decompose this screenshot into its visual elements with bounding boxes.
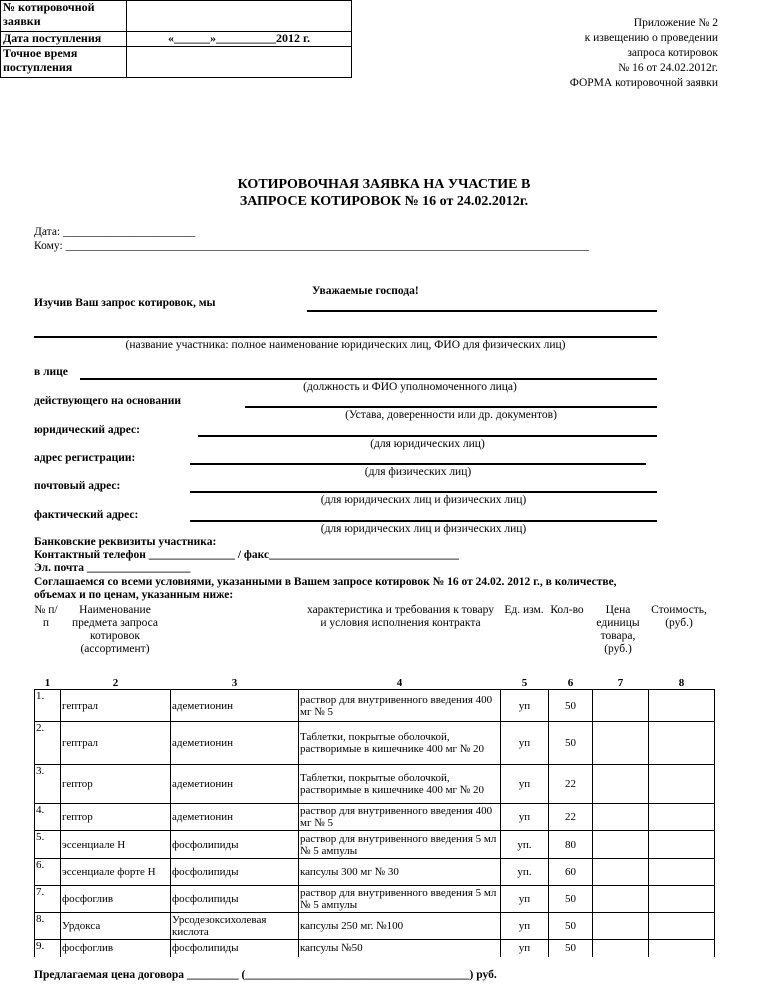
agree-line-2: объемах и по ценам, указанным ниже: bbox=[34, 589, 234, 601]
receipt-date-label: Дата поступления bbox=[1, 32, 127, 47]
postal-hint: (для юридических лиц и физических лиц) bbox=[320, 494, 527, 506]
item-qty: 50 bbox=[549, 690, 593, 722]
proposed-price-line[interactable]: Предлагаемая цена договора _________ (_______________________________________) руб. bbox=[34, 969, 497, 981]
table-row bbox=[35, 722, 715, 765]
participant-line-2[interactable] bbox=[34, 336, 657, 338]
item-name: Урдокса bbox=[61, 913, 171, 940]
item-name: гептор bbox=[61, 804, 171, 831]
row-number: 7. bbox=[35, 886, 61, 913]
date-line[interactable]: Дата: _______________________ bbox=[34, 226, 196, 238]
item-description: раствор для внутривенного введения 5 мл № 5 ампулы bbox=[299, 886, 501, 913]
item-substance: Урсодезоксихолевая кислота bbox=[171, 913, 299, 940]
agree-line-1: Соглашаемся со всеми условиями, указанными в Вашем запросе котировок № 16 от 24.02. 2012 г., в количестве, bbox=[34, 576, 617, 588]
postal-address-label: почтовый адрес: bbox=[34, 480, 121, 492]
item-name: фосфоглив bbox=[61, 886, 171, 913]
row-number: 3. bbox=[35, 765, 61, 804]
item-description: капсулы №50 bbox=[299, 940, 501, 957]
item-qty: 50 bbox=[549, 913, 593, 940]
item-description: раствор для внутривенного введения 5 мл № 5 ампулы bbox=[299, 831, 501, 859]
greeting: Уважаемые господа! bbox=[312, 285, 419, 297]
item-substance: фосфолипиды bbox=[171, 831, 299, 859]
actual-hint: (для юридических лиц и физических лиц) bbox=[320, 523, 527, 535]
legal-address-line[interactable] bbox=[198, 435, 657, 437]
item-unit: уп bbox=[501, 804, 549, 831]
table-row bbox=[35, 804, 715, 831]
col-number: 4 bbox=[396, 677, 403, 689]
item-name: гептор bbox=[61, 765, 171, 804]
item-name: эссенциале Н bbox=[61, 831, 171, 859]
item-unit: уп. bbox=[501, 859, 549, 886]
item-qty: 22 bbox=[549, 765, 593, 804]
item-name: эссенциале форте Н bbox=[61, 859, 171, 886]
title-line: ЗАПРОСЕ КОТИРОВОК № 16 от 24.02.2012г. bbox=[239, 194, 529, 209]
appendix-line: к извещению о проведении bbox=[584, 32, 718, 44]
table-row bbox=[35, 913, 715, 940]
item-cost-cell[interactable] bbox=[649, 690, 715, 722]
col-header-cost: Стоимость, (руб.) bbox=[651, 604, 707, 629]
physical-hint: (для физических лиц) bbox=[364, 466, 472, 478]
receipt-time-label: Точное время поступления bbox=[1, 47, 127, 78]
row-number: 2. bbox=[35, 722, 61, 765]
table-row bbox=[35, 886, 715, 913]
item-substance: адеметионин bbox=[171, 804, 299, 831]
col-header-price: Цена единицы товара, (руб.) bbox=[596, 604, 640, 655]
receipt-date-field[interactable]: «______»__________2012 г. bbox=[127, 32, 352, 47]
row-number: 5. bbox=[35, 831, 61, 859]
item-price-cell[interactable] bbox=[593, 804, 649, 831]
row-number: 8. bbox=[35, 913, 61, 940]
item-price-cell[interactable] bbox=[593, 831, 649, 859]
item-cost-cell[interactable] bbox=[649, 765, 715, 804]
item-unit: уп bbox=[501, 913, 549, 940]
item-unit: уп bbox=[501, 765, 549, 804]
table-row bbox=[35, 859, 715, 886]
col-header-unit: Ед. изм. bbox=[504, 604, 544, 616]
item-cost-cell[interactable] bbox=[649, 886, 715, 913]
item-description: Таблетки, покрытые оболочкой, растворимые в кишечнике 400 мг № 20 bbox=[299, 765, 501, 804]
table-row bbox=[35, 831, 715, 859]
item-cost-cell[interactable] bbox=[649, 859, 715, 886]
item-qty: 60 bbox=[549, 859, 593, 886]
in-person-line[interactable] bbox=[80, 378, 657, 380]
table-row bbox=[35, 940, 715, 957]
registration-address-label: адрес регистрации: bbox=[34, 452, 136, 464]
appendix-line: № 16 от 24.02.2012г. bbox=[618, 62, 718, 74]
email-line[interactable]: Эл. почта __________________ bbox=[34, 562, 191, 574]
item-price-cell[interactable] bbox=[593, 765, 649, 804]
acting-basis-line[interactable] bbox=[245, 406, 657, 408]
item-cost-cell[interactable] bbox=[649, 804, 715, 831]
col-header-name: Наименование предмета запроса котировок (ассортимент) bbox=[71, 604, 159, 655]
item-name: гептрал bbox=[61, 722, 171, 765]
to-line[interactable]: Кому: ___________________________________________________________________________________________ bbox=[34, 240, 589, 252]
item-substance: адеметионин bbox=[171, 722, 299, 765]
postal-address-line[interactable] bbox=[190, 491, 657, 493]
legal-address-label: юридический адрес: bbox=[34, 424, 140, 436]
participant-hint: (название участника: полное наименование юридических лиц, ФИО для физических лиц) bbox=[125, 339, 566, 351]
item-qty: 50 bbox=[549, 940, 593, 957]
item-qty: 22 bbox=[549, 804, 593, 831]
item-substance: адеметионин bbox=[171, 765, 299, 804]
item-cost-cell[interactable] bbox=[649, 722, 715, 765]
items-table bbox=[34, 677, 715, 957]
col-header-desc: характеристика и требования к товару и условия исполнения контракта bbox=[306, 604, 495, 629]
appendix-block bbox=[418, 16, 718, 91]
item-cost-cell[interactable] bbox=[649, 913, 715, 940]
col-number: 3 bbox=[231, 677, 238, 689]
appendix-line: ФОРМА котировочной заявки bbox=[569, 77, 718, 89]
in-person-label: в лице bbox=[34, 366, 68, 378]
item-substance: фосфолипиды bbox=[171, 886, 299, 913]
item-unit: уп. bbox=[501, 831, 549, 859]
column-number-row bbox=[35, 677, 715, 690]
table-row bbox=[35, 690, 715, 722]
appendix-line: Приложение № 2 bbox=[633, 17, 718, 29]
quote-number-label: № котировочной заявки bbox=[1, 1, 127, 32]
studied-label: Изучив Ваш запрос котировок, мы bbox=[34, 297, 216, 309]
row-number: 4. bbox=[35, 804, 61, 831]
item-price-cell[interactable] bbox=[593, 940, 649, 957]
participant-line-1[interactable] bbox=[307, 310, 657, 312]
item-qty: 50 bbox=[549, 722, 593, 765]
item-price-cell[interactable] bbox=[593, 886, 649, 913]
quote-number-field[interactable] bbox=[127, 1, 352, 32]
item-description: раствор для внутривенного введения 400 мг № 5 bbox=[299, 690, 501, 722]
col-number: 1 bbox=[44, 677, 51, 689]
item-unit: уп bbox=[501, 940, 549, 957]
col-header-qty: Кол-во bbox=[550, 604, 584, 616]
appendix-line: запроса котировок bbox=[627, 47, 718, 59]
item-name: гептрал bbox=[61, 690, 171, 722]
basis-hint: (Устава, доверенности или др. документов) bbox=[345, 409, 557, 421]
item-description: Таблетки, покрытые оболочкой, растворимые в кишечнике 400 мг № 20 bbox=[299, 722, 501, 765]
item-qty: 50 bbox=[549, 886, 593, 913]
table-row bbox=[35, 765, 715, 804]
item-substance: адеметионин bbox=[171, 690, 299, 722]
col-header-num: № п/п bbox=[34, 604, 58, 629]
item-cost-cell[interactable] bbox=[649, 940, 715, 957]
receipt-table bbox=[0, 0, 352, 78]
legal-hint: (для юридических лиц) bbox=[370, 438, 485, 450]
item-unit: уп bbox=[501, 722, 549, 765]
col-number: 8 bbox=[678, 677, 685, 689]
item-unit: уп bbox=[501, 886, 549, 913]
item-substance: фосфолипиды bbox=[171, 940, 299, 957]
item-description: раствор для внутривенного введения 400 мг № 5 bbox=[299, 804, 501, 831]
item-description: капсулы 300 мг № 30 bbox=[299, 859, 501, 886]
item-cost-cell[interactable] bbox=[649, 831, 715, 859]
item-substance: фосфолипиды bbox=[171, 859, 299, 886]
col-number: 5 bbox=[521, 677, 528, 689]
item-price-cell[interactable] bbox=[593, 690, 649, 722]
row-number: 9. bbox=[35, 940, 61, 957]
col-number: 2 bbox=[112, 677, 119, 689]
col-number: 7 bbox=[617, 677, 624, 689]
row-number: 1. bbox=[35, 690, 61, 722]
receipt-time-field[interactable] bbox=[127, 47, 352, 78]
acting-basis-label: действующего на основании bbox=[34, 395, 182, 407]
bank-label: Банковские реквизиты участника: bbox=[34, 536, 217, 548]
registration-address-line[interactable] bbox=[190, 463, 646, 465]
item-price-cell[interactable] bbox=[593, 859, 649, 886]
item-price-cell[interactable] bbox=[593, 722, 649, 765]
item-description: капсулы 250 мг. №100 bbox=[299, 913, 501, 940]
title-line: КОТИРОВОЧНАЯ ЗАЯВКА НА УЧАСТИЕ В bbox=[237, 177, 531, 192]
item-qty: 80 bbox=[549, 831, 593, 859]
item-price-cell[interactable] bbox=[593, 913, 649, 940]
col-number: 6 bbox=[567, 677, 574, 689]
item-name: фосфоглив bbox=[61, 940, 171, 957]
phone-fax-line[interactable]: Контактный телефон _______________ / факс_________________________________ bbox=[34, 549, 459, 561]
item-unit: уп bbox=[501, 690, 549, 722]
actual-address-line[interactable] bbox=[190, 520, 657, 522]
actual-address-label: фактический адрес: bbox=[34, 509, 139, 521]
position-hint: (должность и ФИО уполномоченного лица) bbox=[303, 381, 517, 393]
page-title bbox=[0, 176, 768, 210]
row-number: 6. bbox=[35, 859, 61, 886]
